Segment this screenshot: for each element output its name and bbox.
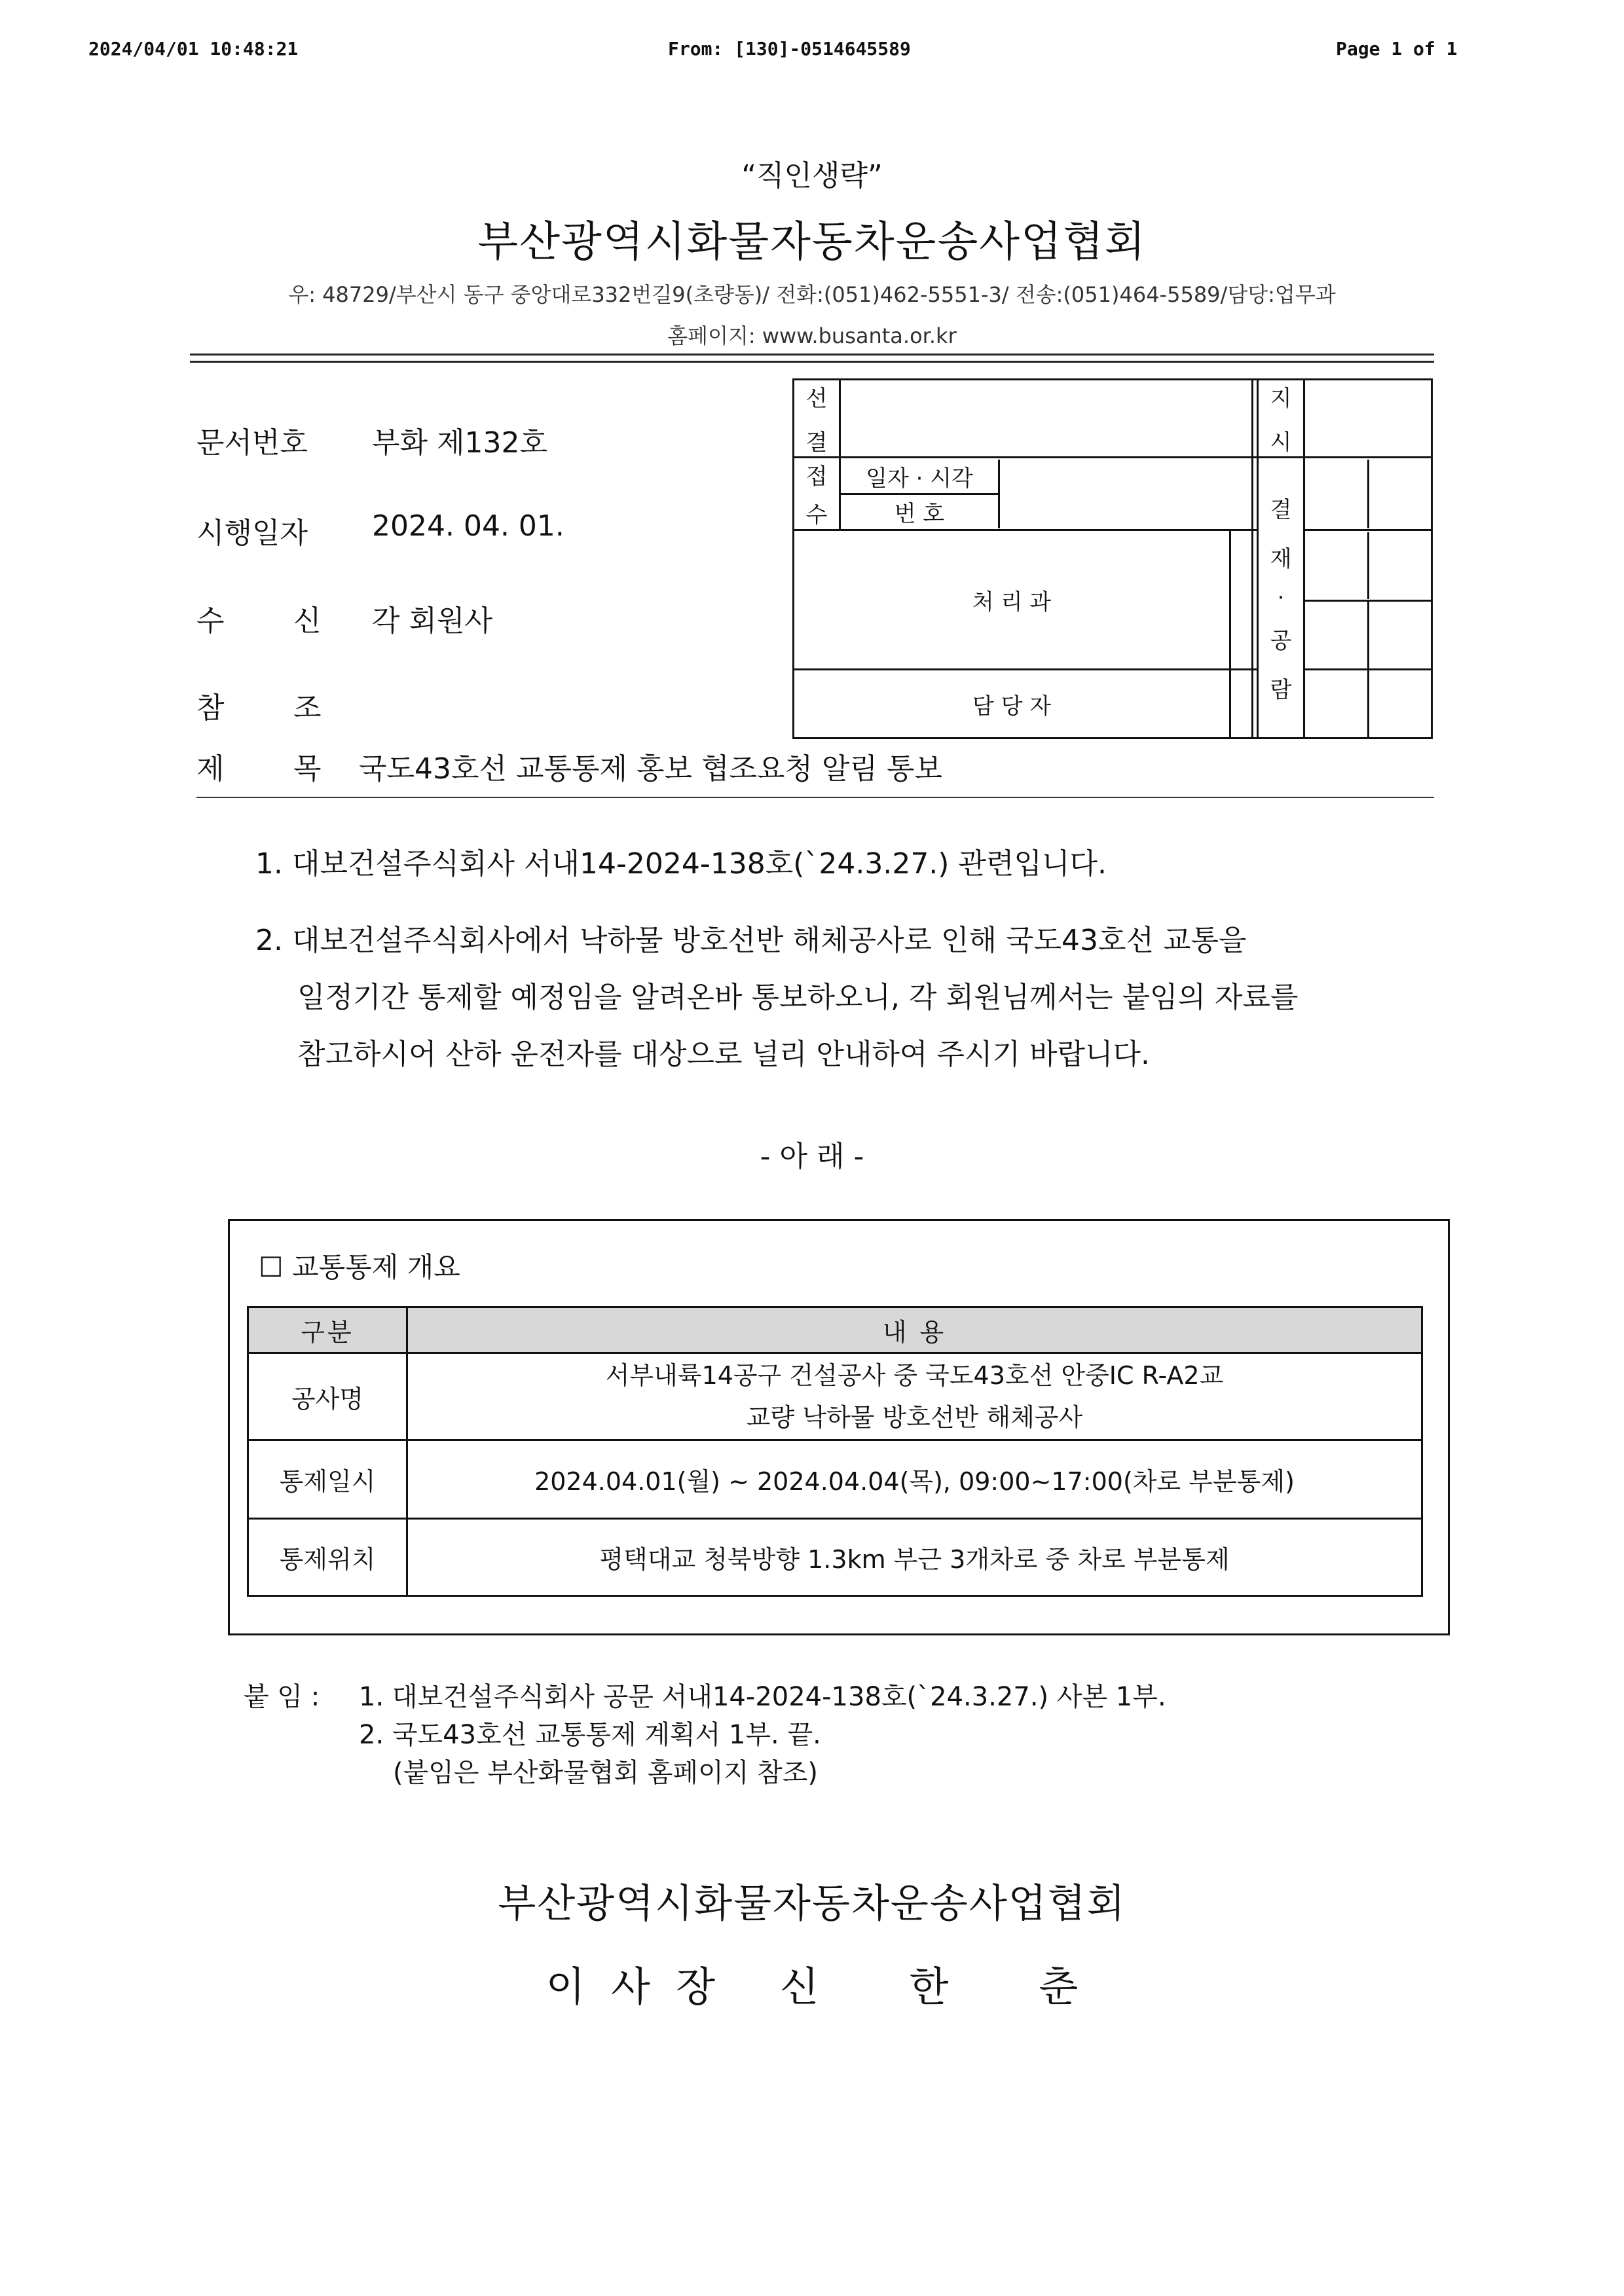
reference-label-1: 참 [196, 691, 225, 725]
approval-su: 수 [805, 502, 828, 528]
attachments-label: 붙 임 : [244, 1682, 320, 1712]
row-label-period: 통제일시 [248, 1440, 407, 1519]
organization-address: 우: 48729/부산시 동구 중앙대로332번길9(초량동)/ 전화:(051)462-5551-3/ 전송:(051)464-5589/담당:업무과 [288, 282, 1336, 307]
approval-sign-cell-1 [840, 380, 1253, 458]
body-paragraph-2-line-1: 2. 대보건설주식회사에서 낙하물 방호선반 해체공사로 인해 국도43호선 교통을 [255, 924, 1247, 957]
approval-seon: 선 [805, 386, 828, 412]
organization-homepage: 홈페이지: www.busanta.or.kr [667, 323, 957, 348]
traffic-control-table [247, 1306, 1423, 1597]
approval-damdangja-label: 담 당 자 [794, 670, 1230, 738]
signature-president: 이 사 장 신 한 춘 [545, 1963, 1079, 2011]
row-value-project-line-1: 서부내륙14공구 건설공사 중 국도43호선 안중IC R-A2교 [605, 1361, 1224, 1390]
table-row [248, 1353, 1422, 1440]
traffic-control-summary-box [228, 1219, 1450, 1635]
approval-cheorigwa-cell-2 [1253, 530, 1258, 670]
date-value: 2024. 04. 01. [372, 509, 564, 543]
approval-gongram-cell-3 [1304, 601, 1432, 670]
doc-number-label: 문서번호 [196, 426, 308, 460]
approval-gyeoljae-1: 결 [1270, 497, 1292, 523]
row-value-project [407, 1353, 1422, 1440]
body-paragraph-1: 1. 대보건설주식회사 서내14-2024-138호(`24.3.27.) 관련입니다. [255, 847, 1107, 881]
row-value-period: 2024.04.01(월) ~ 2024.04.04(목), 09:00~17:00(차로 부분통제) [407, 1440, 1422, 1519]
attachment-1: 1. 대보건설주식회사 공문 서내14-2024-138호(`24.3.27.) 사본 1부. [359, 1682, 1166, 1712]
body-paragraph-2-line-3: 참고하시어 산하 운전자를 대상으로 널리 안내하여 주시기 바랍니다. [297, 1038, 1150, 1071]
recipient-value: 각 회원사 [372, 604, 493, 638]
row-label-location: 통제위치 [248, 1519, 407, 1596]
approval-gongram-cell-4 [1304, 670, 1432, 738]
fax-from: From: [130]-0514645589 [668, 38, 911, 60]
approval-cheorigwa-cell-1 [1230, 530, 1253, 670]
summary-box-title: ☐ 교통통제 개요 [259, 1251, 460, 1283]
approval-date-time: 일자 · 시각 [841, 460, 998, 495]
row-value-location: 평택대교 청북방향 1.3km 부근 3개차로 중 차로 부분통제 [407, 1519, 1422, 1596]
subject-label-2: 목 [293, 752, 322, 786]
doc-number-value: 부화 제132호 [372, 426, 547, 460]
approval-cheorigwa-label: 처 리 과 [794, 530, 1230, 670]
table-header-category: 구분 [248, 1307, 407, 1353]
subject-value: 국도43호선 교통통제 홍보 협조요청 알림 통보 [359, 752, 942, 786]
approval-receipt-sign-cell [1253, 458, 1258, 530]
approval-gongram-cell-2 [1304, 530, 1432, 601]
table-header-content: 내 용 [407, 1307, 1422, 1353]
approval-gyeoljae-dot: · [1277, 585, 1285, 611]
approval-damdangja-cell-1 [1230, 670, 1253, 738]
signature-organization: 부산광역시화물자동차운송사업협회 [498, 1881, 1126, 1927]
attachment-2: 2. 국도43호선 교통통제 계획서 1부. 끝. [359, 1720, 821, 1750]
approval-jeopsu-cell [794, 458, 840, 530]
letterhead-divider-top [190, 354, 1434, 355]
row-label-project: 공사명 [248, 1353, 407, 1440]
approval-table [792, 378, 1433, 739]
approval-gyeoljae-3: 공 [1270, 628, 1292, 654]
approval-jisi-cell [1258, 380, 1304, 458]
organization-name: 부산광역시화물자동차운송사업협회 [477, 218, 1147, 266]
approval-gyeoljae-cell [1258, 458, 1304, 738]
approval-sign-cell-3 [1304, 380, 1432, 458]
approval-ji: 지 [1270, 386, 1292, 412]
seal-omitted-note: “직인생략” [741, 159, 883, 192]
approval-gyeol: 결 [805, 429, 828, 456]
approval-gyeoljae-2: 재 [1270, 546, 1292, 572]
approval-jeop: 접 [805, 464, 828, 490]
approval-receipt-cell [840, 458, 1253, 530]
row-value-project-line-2: 교량 낙하물 방호선반 해체공사 [746, 1403, 1083, 1432]
below-heading: - 아 래 - [760, 1140, 864, 1173]
letterhead-divider-bottom [190, 361, 1434, 363]
reference-label-2: 조 [293, 691, 322, 725]
table-row [248, 1440, 1422, 1519]
fax-datetime: 2024/04/01 10:48:21 [88, 38, 299, 60]
date-label: 시행일자 [196, 517, 308, 550]
recipient-label-1: 수 [196, 604, 225, 638]
subject-underline [196, 797, 1434, 798]
approval-gyeoljae-4: 람 [1270, 677, 1292, 703]
approval-sign-cell-2 [1253, 380, 1258, 458]
subject-label-1: 제 [196, 752, 225, 786]
fax-page: Page 1 of 1 [1336, 38, 1458, 60]
approval-number: 번 호 [894, 500, 945, 527]
attachment-note: (붙임은 부산화물협회 홈페이지 참조) [393, 1758, 818, 1788]
table-row [248, 1519, 1422, 1596]
approval-si: 시 [1270, 429, 1292, 456]
approval-seongyeol-cell [794, 380, 840, 458]
approval-gongram-cell-1 [1304, 458, 1432, 530]
body-paragraph-2-line-2: 일정기간 통제할 예정임을 알려온바 통보하오니, 각 회원님께서는 붙임의 자료를 [297, 981, 1299, 1014]
approval-damdangja-cell-2 [1253, 670, 1258, 738]
recipient-label-2: 신 [293, 604, 322, 638]
